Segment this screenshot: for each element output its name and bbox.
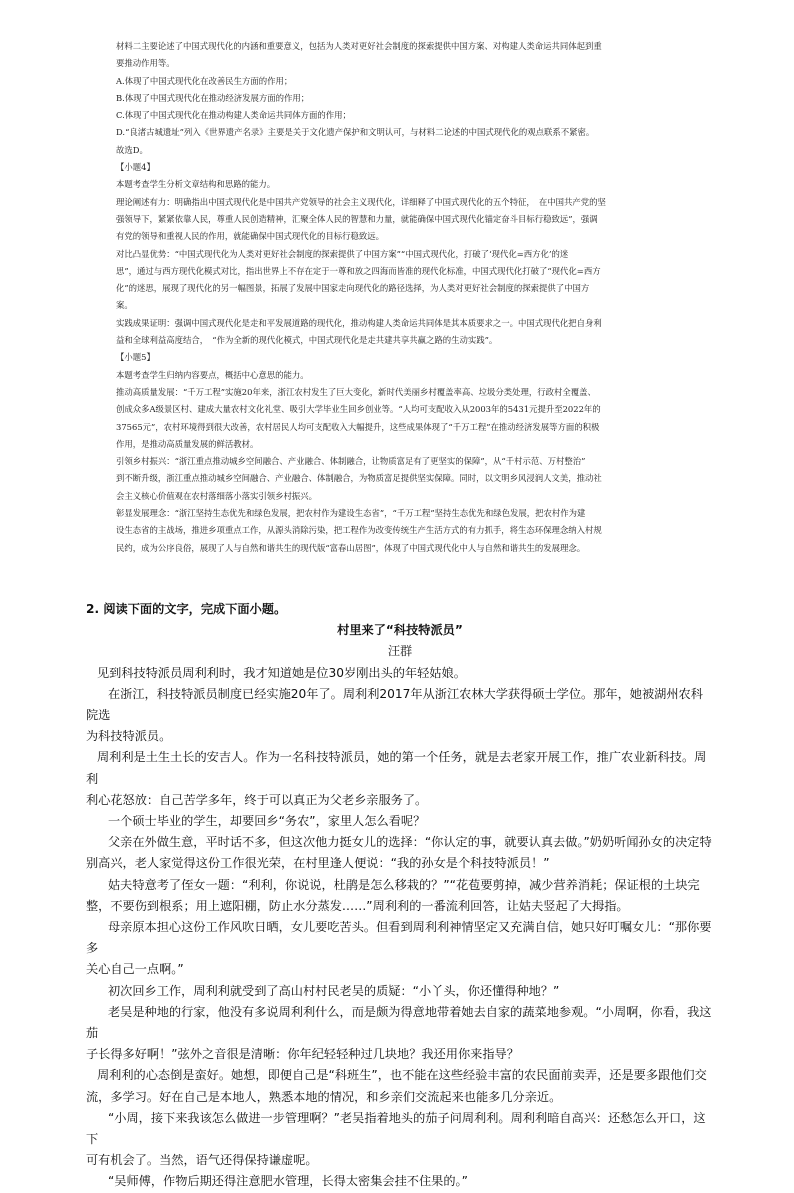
paragraph-line: 别高兴，老人家觉得这份工作很光荣，在村里逢人便说：“我的孙女是个科技特派员！” xyxy=(86,856,550,871)
paragraph-line: 关心自己一点啊。” xyxy=(86,962,184,977)
article-title: 村里来了“科技特派员” xyxy=(337,623,463,638)
paragraph-line: 母亲原本担心这份工作风吹日晒，女儿要吃苦头。但看到周利利神情坚定又充满自信，她只好叮嘱女儿：“那你要多 xyxy=(86,920,712,956)
paragraph-line: 为科技特派员。 xyxy=(86,729,172,744)
text-line: 案。 xyxy=(116,300,133,311)
text-line: 实践成果证明：强调中国式现代化是走和平发展道路的现代化，推动构建人类命运共同体是其本质要求之一。中国式现代化把自身利 xyxy=(116,317,602,328)
text-line: 37565元”，农村环境得到很大改善，农村居民人均可支配收入大幅提升，这些成果体现了“千万工程”在推动经济发展等方面的积极 xyxy=(116,421,600,432)
subquestion-label: 【小题5】 xyxy=(116,352,155,363)
text-line: 化”的迷思，展现了现代化的另一幅图景，拓展了发展中国家走向现代化的路径选择，为人类对更好社会制度的探索提供了中国方 xyxy=(116,283,590,294)
text-line: 材料二主要论述了中国式现代化的内涵和重要意义，包括为人类对更好社会制度的探索提供中国方案、对构建人类命运共同体起到重 xyxy=(116,41,602,51)
text-line: C.体现了中国式现代化在推动构建人类命运共同体方面的作用； xyxy=(116,110,351,121)
text-line: 本题考查学生分析文章结构和思路的能力。 xyxy=(116,179,276,190)
text-line: A.体现了中国式现代化在改善民生方面的作用； xyxy=(116,75,293,86)
paragraph-line: 父亲在外做生意，平时话不多，但这次他力挺女儿的选择：“你认定的事，就要认真去做。”奶奶听闻孙女的决定特 xyxy=(107,835,712,850)
paragraph-line: “小周，接下来我该怎么做进一步管理啊？”老吴指着地头的茄子问周利利。周利利暗自高兴：还愁怎么开口，这下 xyxy=(86,1110,706,1147)
article-author: 汪群 xyxy=(387,644,413,659)
paragraph-line: 周利利是土生土长的安吉人。作为一名科技特派员，她的第一个任务，就是去老家开展工作，推广农业新科技。周利 xyxy=(86,750,707,786)
text-line: 有党的领导和重视人民的作用，就能确保中国式现代化的目标行稳致远。 xyxy=(116,231,384,242)
text-line: 推动高质量发展：“千万工程”实施20年来，浙江农村发生了巨大变化，新时代美丽乡村覆盖率高、垃圾分类处理，行政村全覆盖、 xyxy=(116,386,596,397)
paragraph-line: 周利利的心态倒是蛮好。她想，即便自己是“科班生”，也不能在这些经验丰富的农民面前卖弄，还是要多跟他们交 xyxy=(96,1068,707,1083)
paragraph-line: 一个硕士毕业的学生，却要回乡“务农”，家里人怎么看呢？ xyxy=(107,814,426,829)
paragraph-line: 利心花怒放：自己苦学多年，终于可以真正为父老乡亲服务了。 xyxy=(86,792,428,807)
text-line: 要推动作用等。 xyxy=(116,58,175,69)
subquestion-label: 【小题4】 xyxy=(116,162,155,173)
paragraph-line: 姑夫特意考了侄女一题：“利利，你说说，杜鹃是怎么移栽的？”“花苞要剪掉，减少营养消耗；保证根的土块完 xyxy=(107,877,700,892)
text-line: 到不断升级，浙江重点推动城乡空间融合、产业融合、体制融合，为物质富足提供坚实保障。同时，以文明乡风浸润人文美，推动社 xyxy=(116,473,602,484)
text-line: 强领导下，紧紧依靠人民，尊重人民创造精神，汇聚全体人民的智慧和力量，就能确保中国式现代化锚定奋斗目标行稳致远”，强调 xyxy=(116,213,598,224)
text-line: 彰显发展理念：“浙江坚持生态优先和绿色发展，把农村作为建设生态省”，“千万工程”坚持生态优先和绿色发展，把农村作为建 xyxy=(116,508,586,519)
text-line: 对比凸显优势：“中国式现代化为人类对更好社会制度的探索提供了中国方案”“中国式现代化，打破了‘现代化=西方化’的迷 xyxy=(116,248,569,259)
text-line: 设生态省的主战场，推进乡项重点工作，从源头消除污染，把工程作为改变传统生产生活方式的有力抓手，将生态环保理念纳入村规 xyxy=(116,525,602,536)
paragraph-line: “吴师傅，作物后期还得注意肥水管理，长得太密集会挂不住果的。” xyxy=(107,1174,468,1189)
text-line: 民约，成为公序良俗，展现了人与自然和谐共生的现代版“富春山居图”，体现了中国式现代化中人与自然和谐共生的发展理念。 xyxy=(116,542,586,553)
text-line: 思”，通过与西方现代化模式对比，指出世界上不存在定于一尊和放之四海而皆准的现代化标准，中国式现代化打破了“现代化=西方 xyxy=(116,265,601,276)
paragraph-line: 老吴是种地的行家，他没有多说周利利什么，而是颇为得意地带着她去自家的蔬菜地参观。“小周啊，你看，我这茄 xyxy=(86,1004,712,1041)
text-line: 作用，是推动高质量发展的鲜活教材。 xyxy=(116,438,259,449)
text-line: 引领乡村振兴：“浙江重点推动城乡空间融合、产业融合、体制融合，让物质富足有了更坚实的保障”，从“千村示范、万村整治” xyxy=(116,456,586,467)
paragraph-line: 初次回乡工作，周利利就受到了高山村村民老吴的质疑：“小丫头，你还懂得种地？” xyxy=(107,983,560,998)
paragraph-line: 可有机会了。当然，语气还得保持谦虚呢。 xyxy=(86,1153,318,1168)
text-line: 创成众多A级景区村、建成大量农村文化礼堂、吸引大学毕业生回乡创业等。“人均可支配收入从2003年的5431元提升至2022年的 xyxy=(116,404,601,415)
answer-explanation-section xyxy=(116,38,716,557)
paragraph-line: 子长得多好啊！”弦外之音很是清晰：你年纪轻轻种过几块地？我还用你来指导？ xyxy=(86,1047,519,1062)
text-line: 益和全球利益高度结合， “作为全新的现代化模式，中国式现代化是走共建共享共赢之路的生动实践”。 xyxy=(116,335,498,346)
text-line: 理论阐述有力：明确指出中国式现代化是中国共产党领导的社会主义现代化，详细释了中国式现代化的五个特征， 在中国共产党的坚 xyxy=(116,196,606,207)
text-line: 故选D。 xyxy=(116,144,148,155)
question-heading: 2. 阅读下面的文字，完成下面小题。 xyxy=(86,602,287,616)
reading-question-section xyxy=(86,599,714,1193)
text-line: D.“良渚古城遗址”列入《世界遗产名录》主要是关于文化遗产保护和文明认可，与材料二论述的中国式现代化的观点联系不紧密。 xyxy=(116,127,595,138)
text-line: B.体现了中国式现代化在推动经济发展方面的作用； xyxy=(116,92,310,103)
paragraph-line: 在浙江，科技特派员制度已经实施20年了。周利利2017年从浙江农林大学获得硕士学位。那年，她被湖州农科院选 xyxy=(86,686,703,723)
text-line: 本题考查学生归纳内容要点，概括中心意思的能力。 xyxy=(116,369,309,380)
paragraph-line: 见到科技特派员周利利时，我才知道她是位30岁刚出头的年轻姑娘。 xyxy=(96,665,466,680)
paragraph-line: 流，多学习。好在自己是本地人，熟悉本地的情况，和乡亲们交流起来也能多几分亲近。 xyxy=(86,1089,562,1104)
paragraph-line: 整，不要伤到根系；用上遮阳棚，防止水分蒸发……”周利利的一番流利回答，让姑夫竖起了大拇指。 xyxy=(86,898,629,913)
text-line: 会主义核心价值观在农村落细落小落实引领乡村振兴。 xyxy=(116,490,317,501)
